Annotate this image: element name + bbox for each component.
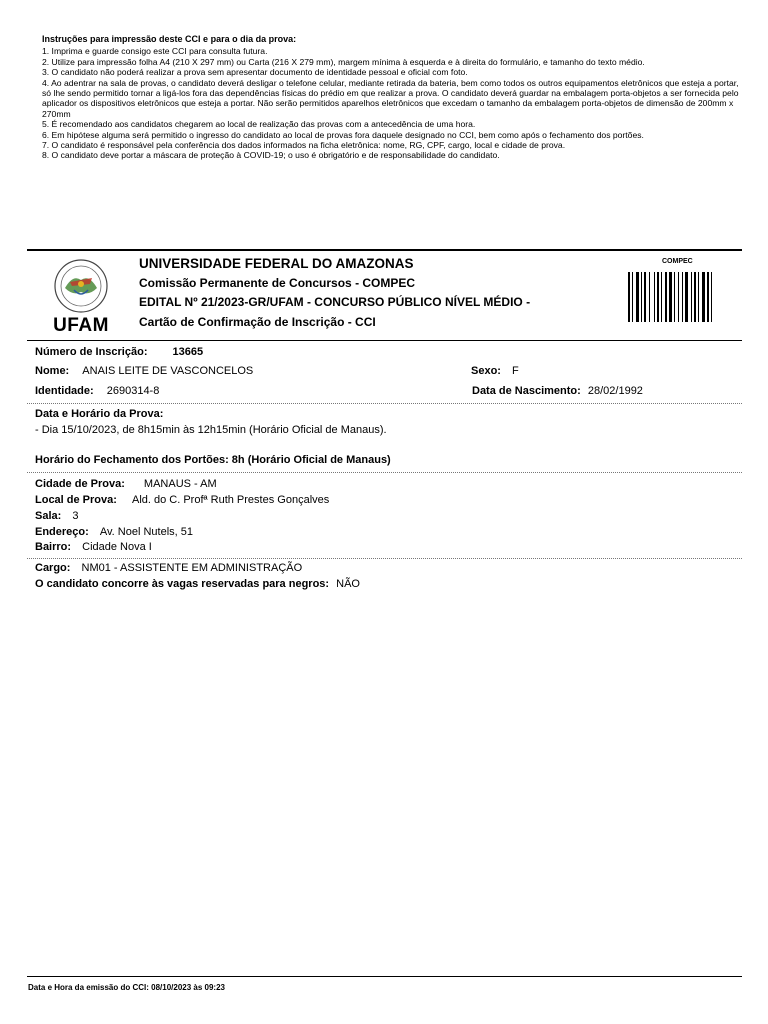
sala-label: Sala: (35, 510, 62, 522)
card-title: Cartão de Confirmação de Inscrição - CCI (139, 315, 376, 329)
instructions-title: Instruções para impressão deste CCI e para o dia da prova: (42, 34, 297, 44)
sexo-label: Sexo: (471, 365, 501, 377)
instruction-item: 3. O candidato não poderá realizar a prova sem apresentar documento de identidade pessoal e oficial com foto. (42, 67, 468, 78)
endereco-row (35, 526, 193, 538)
bairro-value: Cidade Nova I (82, 541, 152, 553)
inscricao-value: 13665 (172, 346, 204, 358)
cargo-label: Cargo: (35, 562, 71, 574)
local-row (35, 494, 329, 506)
quota-label: O candidato concorre às vagas reservadas para negros: (35, 578, 330, 590)
nascimento-label: Data de Nascimento: (472, 385, 581, 397)
section-divider (27, 403, 742, 404)
footer-divider (27, 976, 742, 977)
section-divider (27, 472, 742, 473)
university-name: UNIVERSIDADE FEDERAL DO AMAZONAS (139, 256, 414, 271)
instruction-item: 4. Ao adentrar na sala de provas, o candidato deverá desligar o telefone celular, mediante retirada da bateria, bem como todos os outros equipamentos eletrônicos que esteja a portar, só lhe sendo permitido tornar a ligá-los fora das dependências físicas do prédio em que realizar a prova. O candidato deverá guardar na embalagem porta-objetos a ser fornecida pelo aplicador os dispositivos eletrônicos que esteja a portar. Não serão permitidos aparelhos eletrônicos que excedam o tamanho da embalagem porta-objetos de dimensão de 200mm x 270mm (42, 77, 739, 119)
identidade-row (35, 385, 159, 397)
section-divider (27, 558, 742, 559)
identidade-value: 2690314-8 (106, 385, 160, 397)
bairro-label: Bairro: (35, 541, 72, 553)
endereco-label: Endereço: (35, 526, 89, 538)
gates-row (35, 454, 391, 466)
nome-value: ANAIS LEITE DE VASCONCELOS (82, 365, 254, 377)
cidade-value: MANAUS - AM (143, 478, 217, 490)
edital-title: EDITAL Nº 21/2023-GR/UFAM - CONCURSO PÚBLICO NÍVEL MÉDIO - (139, 295, 531, 309)
instruction-item: 5. É recomendado aos candidatos chegarem ao local de realização das provas com a antecedência de uma hora. (42, 119, 476, 130)
ufam-seal-icon (46, 258, 116, 314)
barcode (628, 272, 732, 322)
exam-datetime-value-row (35, 424, 387, 436)
nascimento-value: 28/02/1992 (587, 385, 643, 397)
emission-text: Data e Hora da emissão do CCI: 08/10/2023 às 09:23 (28, 983, 225, 992)
sala-row (35, 510, 78, 522)
instructions-block (42, 34, 742, 161)
identidade-label: Identidade: (35, 385, 94, 397)
nome-row (35, 365, 253, 377)
instruction-item: 6. Em hipótese alguma será permitido o ingresso do candidato ao local de provas fora daquele designado no CCI, bem como após o fechamento dos portões. (42, 129, 644, 140)
local-value: Ald. do C. Profª Ruth Prestes Gonçalves (131, 494, 330, 506)
inscricao-label: Número de Inscrição: (35, 346, 148, 358)
cargo-value: NM01 - ASSISTENTE EM ADMINISTRAÇÃO (81, 562, 303, 574)
compec-label: COMPEC (662, 258, 693, 265)
inscricao-row (35, 346, 203, 358)
nome-label: Nome: (35, 365, 70, 377)
quota-row (35, 578, 360, 590)
exam-datetime-label: Data e Horário da Prova: (35, 408, 164, 420)
instruction-item: 1. Imprima e guarde consigo este CCI para consulta futura. (42, 46, 268, 57)
cidade-label: Cidade de Prova: (35, 478, 125, 490)
instruction-item: 7. O candidato é responsável pela conferência dos dados informados na ficha eletrônica: nome, RG, CPF, cargo, local e cidade de prova. (42, 140, 566, 151)
exam-datetime-label-row (35, 408, 163, 420)
endereco-value: Av. Noel Nutels, 51 (99, 526, 193, 538)
ufam-logo (38, 258, 124, 338)
instruction-item: 8. O candidato deve portar a máscara de proteção à COVID-19; o uso é obrigatório e de responsabilidade do candidato. (42, 150, 500, 161)
gates-text: Horário do Fechamento dos Portões: 8h (Horário Oficial de Manaus) (35, 454, 391, 466)
sexo-row (471, 365, 519, 377)
commission-name: Comissão Permanente de Concursos - COMPEC (139, 276, 416, 290)
sala-value: 3 (72, 510, 79, 522)
header-divider (27, 340, 742, 341)
cargo-row (35, 562, 302, 574)
exam-datetime-value: - Dia 15/10/2023, de 8h15min às 12h15min (Horário Oficial de Manaus). (35, 424, 387, 436)
quota-value: NÃO (336, 578, 360, 590)
bairro-row (35, 541, 152, 553)
instruction-item: 2. Utilize para impressão folha A4 (210 X 297 mm) ou Carta (216 X 279 mm), margem mínima à esquerda e à direita do formulário, e tamanho do texto médio. (42, 56, 645, 67)
local-label: Local de Prova: (35, 494, 117, 506)
cidade-row (35, 478, 217, 490)
sexo-value: F (512, 365, 519, 377)
nascimento-row (472, 385, 643, 397)
top-divider (27, 249, 742, 251)
logo-text: UFAM (53, 315, 109, 336)
